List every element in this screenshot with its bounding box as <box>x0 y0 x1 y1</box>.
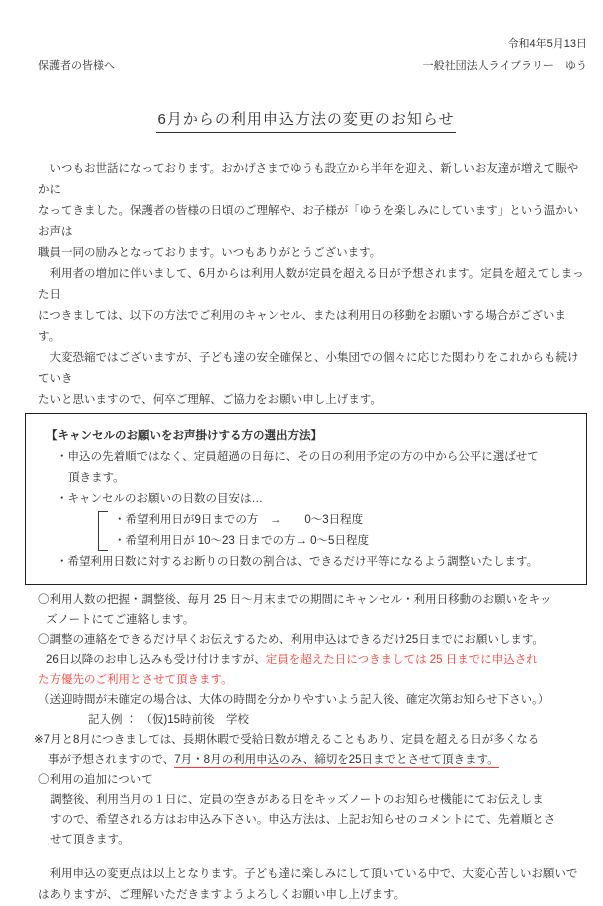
intro-line: いつもお世話になっております。おかげさまでゆうも設立から半年を迎え、新しいお友達が増えて賑やかに <box>38 163 579 196</box>
closing-line: 利用申込の変更点は以上となります。子ども達に楽しみにして頂いている中で、大変心苦しいお願いで <box>38 868 578 880</box>
left-bracket-shape <box>98 511 108 551</box>
note-line: すので、希望される方はお申込み下さい。申込方法は、上記お知らせのコメントにて、先着順とさ <box>50 814 556 826</box>
note-line: 〇調整の連絡をできるだけ早くお伝えするため、利用申込はできるだけ25日までにお願いします。 <box>38 634 544 646</box>
note-line: ※7月と8月につきましては、長期休暇で受給日数が増えることもあり、定員を超える日が多くなる <box>34 734 540 746</box>
intro-line: たいと思いますので、何卒ご理解、ご協力をお願い申し上げます。 <box>38 394 382 406</box>
box-bullet-line: 頂きます。 <box>68 472 125 484</box>
note-subheading: 〇利用の追加について <box>38 774 153 786</box>
box-bullet-line: ・申込の先着順ではなく、定員超過の日毎に、その日の利用予定の方の中から公平に選ばせて <box>56 451 539 463</box>
address-row <box>25 58 587 74</box>
note-line <box>48 750 587 770</box>
closing-line: はありますが、ご理解いただきますようよろしくお願い申し上げます。 <box>38 889 406 901</box>
intro-paragraphs <box>25 159 587 411</box>
note-line <box>46 650 587 670</box>
note-text: 26日以降のお申し込みも受け付けますが、 <box>46 654 266 666</box>
note-line: せて頂きます。 <box>50 834 130 846</box>
red-emphasis: 定員を超えた日につきましては 25 日までに申込され <box>265 654 538 666</box>
bracket-group <box>98 510 574 552</box>
notes-section <box>25 590 587 850</box>
closing-paragraph <box>25 864 587 906</box>
page-title: 6月からの利用申込方法の変更のお知らせ <box>156 108 457 133</box>
bracket-line: ・希望利用日が9日までの方 → 0～3日程度 <box>114 514 364 526</box>
note-line: （送迎時間が未確定の場合は、大体の時間を分かりやすいよう記入後、確定次第お知らせ下さい。） <box>38 694 550 706</box>
intro-line: なってきました。保護者の皆様の日頃のご理解や、お子様が「ゆうを楽しみにしています」という温かいお声は <box>38 205 579 238</box>
document-date: 令和4年5月13日 <box>507 38 587 50</box>
note-line: 調整後、利用当月の１日に、定員の空きがある日をキッズノートのお知らせ機能にてお伝えしま <box>50 794 544 806</box>
box-bullet-line: ・キャンセルのお願いの日数の目安は… <box>56 493 263 505</box>
addressee: 保護者の皆様へ <box>38 60 115 72</box>
bracket-lines <box>114 510 369 552</box>
box-heading: 【キャンセルのお願いをお声掛けする方の選出方法】 <box>46 430 322 442</box>
bracket-line: ・希望利用日が 10～23 日までの方→ 0～5日程度 <box>114 535 369 547</box>
sender-organization: 一般社団法人ライブラリー ゆう <box>422 60 587 72</box>
intro-line: 利用者の増加に伴いまして、6月からは利用人数が定員を超える日が予想されます。定員を超えてしまった日 <box>38 268 584 301</box>
note-line: 〇利用人数の把握・調整後、毎月 25 日～月末までの期間にキャンセル・利用日移動のお願いをキッ <box>38 594 552 606</box>
box-bullet-line: ・希望利用日数に対するお断りの日数の割合は、できるだけ平等になるよう調整いたします。 <box>56 556 539 568</box>
selection-method-box <box>25 413 587 585</box>
intro-line: につきましては、以下の方法でご利用のキャンセル、または利用日の移動をお願いする場合がございます。 <box>38 310 566 343</box>
intro-line: 大変恐縮ではございますが、子ども達の安全確保と、小集団での個々に応じた関わりをこれからも続けていき <box>38 352 579 385</box>
example-line: 記入例 ： （仮)15時前後 学校 <box>88 714 250 726</box>
red-underline-emphasis: 7月・8月の利用申込のみ、締切を25日までとさせて頂きます。 <box>174 754 499 766</box>
note-line: ズノートにてご連絡します。 <box>46 614 195 626</box>
note-text: 事が予想されますので、 <box>48 754 175 766</box>
red-emphasis-line: た方優先のご利用とさせて頂きます。 <box>38 674 233 686</box>
intro-line: 職員一同の励みとなっております。いつもありがとうございます。 <box>38 247 382 259</box>
title-wrapper <box>25 108 587 133</box>
